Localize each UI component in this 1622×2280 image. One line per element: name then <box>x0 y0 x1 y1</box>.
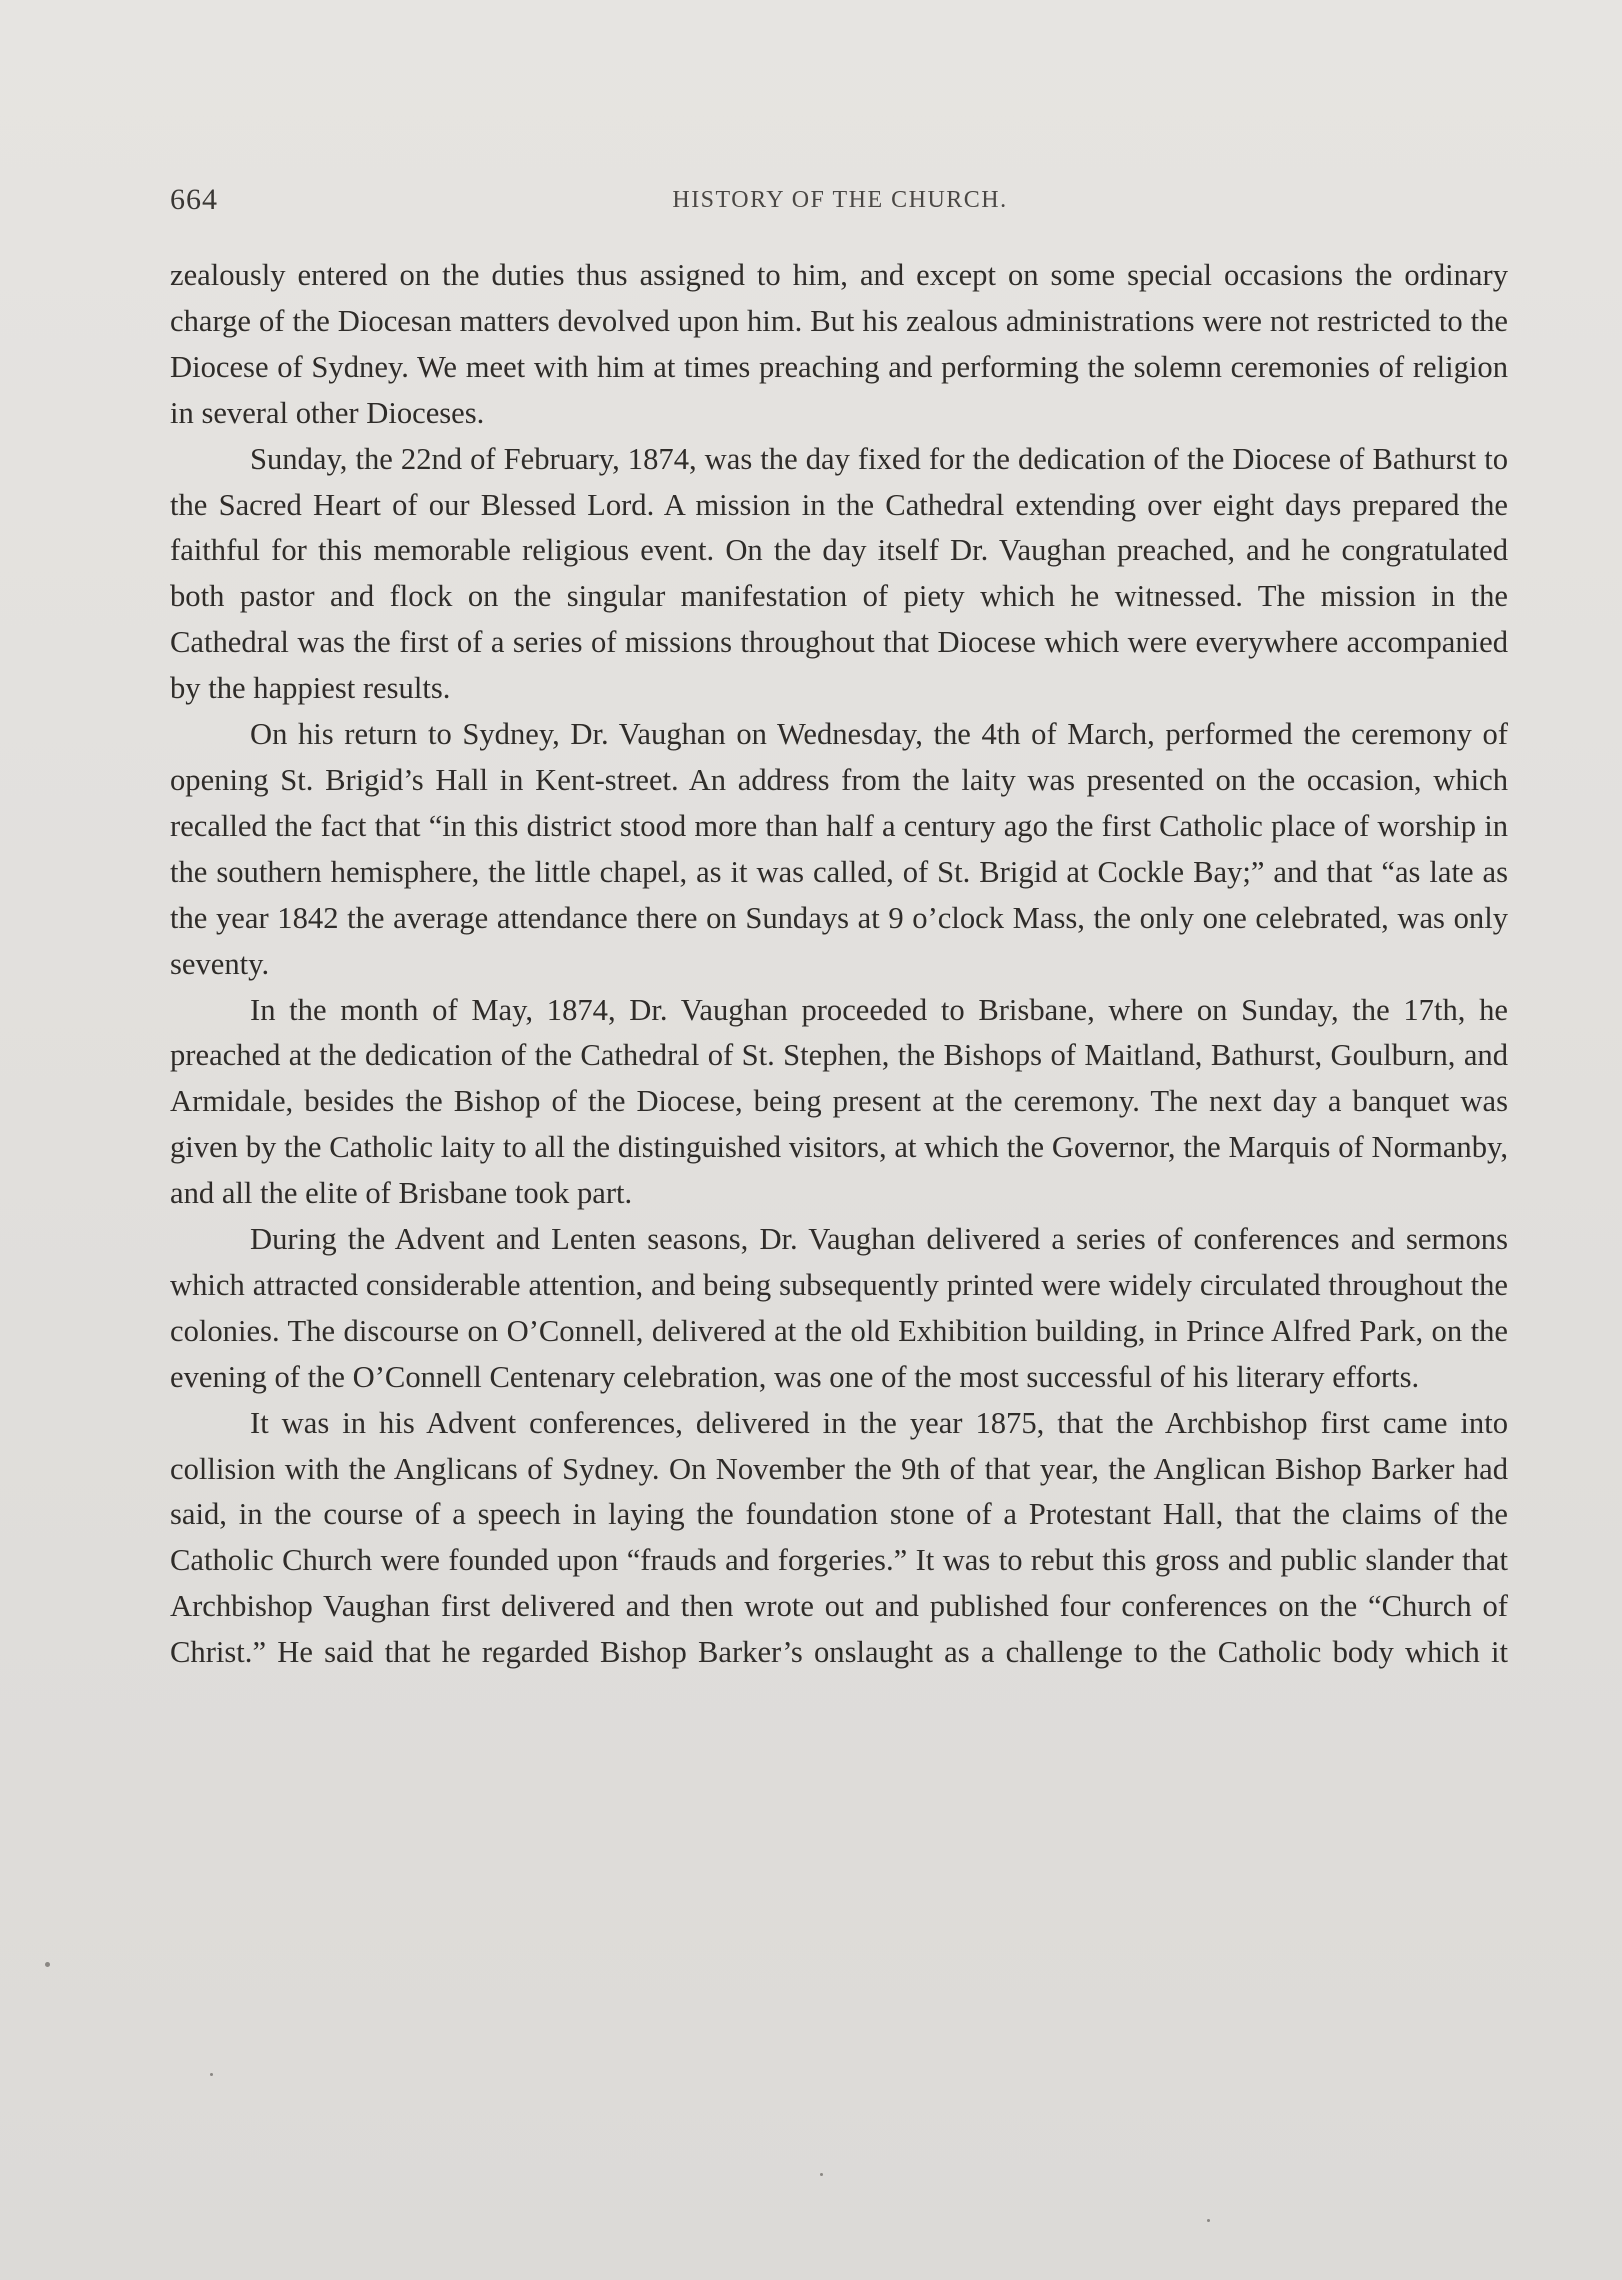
paragraph-2: Sunday, the 22nd of February, 1874, was the day fixed for the dedication of the Diocese of Bathurst to the Sacred Heart of our Blessed Lord. A mission in the Cathedral extending over eight days prepared the faithful for this memorable religious event. On the day itself Dr. Vaughan preached, and he congratulated both pastor and flock on the singular manifestation of piety which he witnessed. The mission in the Cathedral was the first of a series of missions throughout that Diocese which were everywhere accompanied by the happiest results. <box>170 441 1508 706</box>
paper-speck <box>45 1962 50 1967</box>
body-text <box>170 253 1508 1676</box>
paragraph-6: It was in his Advent conferences, delivered in the year 1875, that the Archbishop first came into collision with the Anglicans of Sydney. On November the 9th of that year, the Anglican Bishop Barker had said, in the course of a speech in laying the foundation stone of a Protestant Hall, that the claims of the Catholic Church were founded upon “frauds and forgeries.” It was to rebut this gross and public slander that Archbishop Vaughan first delivered and then wrote out and published four conferences on the “Church of Christ.” He said that he regarded Bishop Barker’s onslaught as a challenge to the Catholic body which it <box>170 1405 1508 1670</box>
paragraph-3: On his return to Sydney, Dr. Vaughan on Wednesday, the 4th of March, performed the ceremony of opening St. Brigid’s Hall in Kent-street. An address from the laity was presented on the occasion, which recalled the fact that “in this district stood more than half a century ago the first Catholic place of worship in the southern hemisphere, the little chapel, as it was called, of St. Brigid at Cockle Bay;” and that “as late as the year 1842 the average attendance there on Sundays at 9 o’clock Mass, the only one celebrated, was only seventy. <box>170 717 1508 981</box>
paper-speck <box>210 2073 213 2076</box>
paragraph-5: During the Advent and Lenten seasons, Dr. Vaughan delivered a series of conferences and sermons which attracted considerable attention, and being subsequently printed were widely circulated throughout the colonies. The discourse on O’Connell, delivered at the old Exhibition building, in Prince Alfred Park, on the evening of the O’Connell Centenary celebration, was one of the most successful of his literary efforts. <box>170 1222 1508 1394</box>
paragraph-1: zealously entered on the duties thus assigned to him, and except on some special occasions the ordinary charge of the Diocesan matters devolved upon him. But his zealous administrations were not restricted to the Diocese of Sydney. We meet with him at times preaching and performing the solemn ceremonies of religion in several other Dioceses. <box>170 258 1508 430</box>
paper-speck <box>820 2173 823 2176</box>
paragraph-4: In the month of May, 1874, Dr. Vaughan proceeded to Brisbane, where on Sunday, the 17th, he preached at the dedication of the Cathedral of St. Stephen, the Bishops of Maitland, Bathurst, Goulburn, and Armidale, besides the Bishop of the Diocese, being present at the ceremony. The next day a banquet was given by the Catholic laity to all the distinguished visitors, at which the Governor, the Marquis of Normanby, and all the elite of Brisbane took part. <box>170 992 1508 1211</box>
page-header <box>170 183 1510 223</box>
running-title: HISTORY OF THE CHURCH. <box>672 187 1008 213</box>
page-number: 664 <box>170 183 218 216</box>
paper-speck <box>1207 2219 1210 2222</box>
